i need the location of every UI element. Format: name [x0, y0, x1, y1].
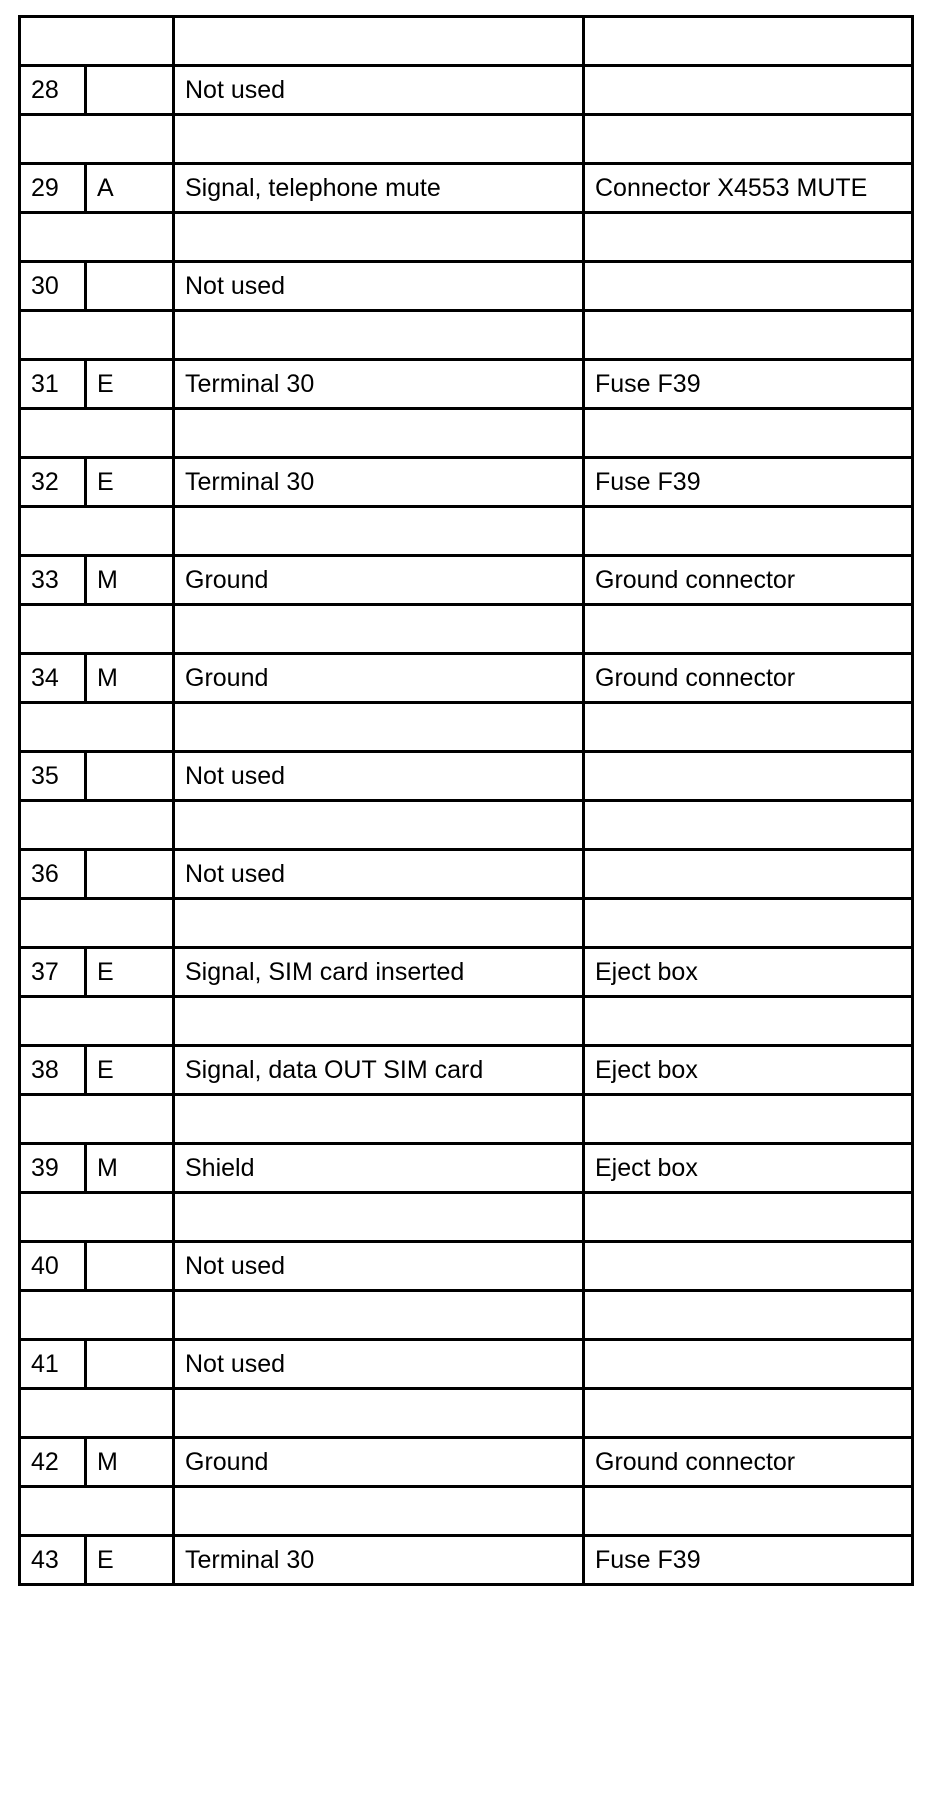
- description-cell: Terminal 30: [174, 360, 584, 409]
- table-row: [20, 850, 913, 899]
- pin-cell: 34: [20, 654, 86, 703]
- spacer-row: [20, 213, 913, 262]
- connection-cell: Fuse F39: [584, 360, 913, 409]
- table-row: [20, 360, 913, 409]
- pin-assignment-table: [18, 15, 914, 1586]
- table-row: [20, 1438, 913, 1487]
- spacer-cell: [584, 1389, 913, 1438]
- pin-cell: 31: [20, 360, 86, 409]
- type-cell: E: [86, 1046, 174, 1095]
- pin-cell: 37: [20, 948, 86, 997]
- connection-cell: [584, 1242, 913, 1291]
- pin-cell: 35: [20, 752, 86, 801]
- connection-cell: [584, 66, 913, 115]
- spacer-cell: [584, 115, 913, 164]
- type-cell: [86, 66, 174, 115]
- connection-cell: Eject box: [584, 1144, 913, 1193]
- spacer-row: [20, 311, 913, 360]
- spacer-cell: [20, 605, 174, 654]
- spacer-row: [20, 605, 913, 654]
- pin-cell: 41: [20, 1340, 86, 1389]
- table-row: [20, 1340, 913, 1389]
- table-row: [20, 262, 913, 311]
- description-cell: Not used: [174, 1242, 584, 1291]
- description-cell: Ground: [174, 654, 584, 703]
- spacer-cell: [174, 213, 584, 262]
- spacer-cell: [584, 899, 913, 948]
- table-row: [20, 1536, 913, 1585]
- type-cell: [86, 1340, 174, 1389]
- spacer-cell: [174, 703, 584, 752]
- description-cell: Signal, data OUT SIM card: [174, 1046, 584, 1095]
- spacer-cell: [584, 1487, 913, 1536]
- spacer-cell: [584, 801, 913, 850]
- spacer-cell: [20, 17, 174, 66]
- pin-cell: 30: [20, 262, 86, 311]
- table-row: [20, 948, 913, 997]
- spacer-cell: [174, 1095, 584, 1144]
- type-cell: [86, 262, 174, 311]
- spacer-row: [20, 115, 913, 164]
- description-cell: Ground: [174, 556, 584, 605]
- description-cell: Not used: [174, 752, 584, 801]
- spacer-cell: [584, 1193, 913, 1242]
- spacer-cell: [584, 1291, 913, 1340]
- table-row: [20, 654, 913, 703]
- connection-cell: Fuse F39: [584, 458, 913, 507]
- table-row: [20, 1144, 913, 1193]
- description-cell: Signal, SIM card inserted: [174, 948, 584, 997]
- table-row: [20, 752, 913, 801]
- spacer-cell: [584, 507, 913, 556]
- spacer-cell: [174, 899, 584, 948]
- spacer-cell: [20, 1291, 174, 1340]
- connection-cell: [584, 1340, 913, 1389]
- table-row: [20, 66, 913, 115]
- description-cell: Not used: [174, 262, 584, 311]
- description-cell: Ground: [174, 1438, 584, 1487]
- spacer-cell: [174, 1389, 584, 1438]
- type-cell: A: [86, 164, 174, 213]
- spacer-row: [20, 17, 913, 66]
- type-cell: M: [86, 556, 174, 605]
- spacer-cell: [584, 605, 913, 654]
- connection-cell: Eject box: [584, 1046, 913, 1095]
- spacer-cell: [174, 801, 584, 850]
- spacer-cell: [20, 1389, 174, 1438]
- spacer-cell: [584, 997, 913, 1046]
- pin-cell: 36: [20, 850, 86, 899]
- pin-cell: 32: [20, 458, 86, 507]
- spacer-cell: [20, 311, 174, 360]
- table-row: [20, 1046, 913, 1095]
- type-cell: [86, 1242, 174, 1291]
- type-cell: M: [86, 654, 174, 703]
- description-cell: Signal, telephone mute: [174, 164, 584, 213]
- table-row: [20, 556, 913, 605]
- spacer-cell: [584, 311, 913, 360]
- spacer-row: [20, 409, 913, 458]
- description-cell: Shield: [174, 1144, 584, 1193]
- connection-cell: Ground connector: [584, 556, 913, 605]
- description-cell: Not used: [174, 1340, 584, 1389]
- connection-cell: [584, 850, 913, 899]
- spacer-cell: [174, 409, 584, 458]
- spacer-cell: [20, 1487, 174, 1536]
- connection-cell: Fuse F39: [584, 1536, 913, 1585]
- pin-cell: 28: [20, 66, 86, 115]
- table-row: [20, 164, 913, 213]
- spacer-cell: [20, 1193, 174, 1242]
- spacer-cell: [20, 507, 174, 556]
- spacer-cell: [174, 17, 584, 66]
- pin-cell: 39: [20, 1144, 86, 1193]
- spacer-row: [20, 997, 913, 1046]
- spacer-row: [20, 899, 913, 948]
- pin-table-body: [20, 17, 913, 1585]
- spacer-cell: [20, 899, 174, 948]
- pin-cell: 38: [20, 1046, 86, 1095]
- pin-cell: 33: [20, 556, 86, 605]
- spacer-row: [20, 1291, 913, 1340]
- description-cell: Terminal 30: [174, 1536, 584, 1585]
- type-cell: M: [86, 1144, 174, 1193]
- type-cell: E: [86, 458, 174, 507]
- pin-cell: 40: [20, 1242, 86, 1291]
- spacer-cell: [174, 1291, 584, 1340]
- table-row: [20, 458, 913, 507]
- pin-cell: 43: [20, 1536, 86, 1585]
- spacer-cell: [584, 409, 913, 458]
- spacer-cell: [584, 213, 913, 262]
- description-cell: Terminal 30: [174, 458, 584, 507]
- connection-cell: Connector X4553 MUTE: [584, 164, 913, 213]
- spacer-cell: [584, 17, 913, 66]
- connection-cell: [584, 752, 913, 801]
- spacer-cell: [20, 801, 174, 850]
- type-cell: [86, 752, 174, 801]
- spacer-row: [20, 1389, 913, 1438]
- spacer-row: [20, 507, 913, 556]
- description-cell: Not used: [174, 850, 584, 899]
- type-cell: [86, 850, 174, 899]
- description-cell: Not used: [174, 66, 584, 115]
- spacer-row: [20, 801, 913, 850]
- type-cell: E: [86, 1536, 174, 1585]
- spacer-row: [20, 1095, 913, 1144]
- spacer-cell: [20, 997, 174, 1046]
- spacer-cell: [20, 703, 174, 752]
- spacer-cell: [584, 1095, 913, 1144]
- spacer-cell: [174, 115, 584, 164]
- connection-cell: Ground connector: [584, 654, 913, 703]
- spacer-row: [20, 703, 913, 752]
- spacer-cell: [174, 997, 584, 1046]
- spacer-row: [20, 1193, 913, 1242]
- connection-cell: [584, 262, 913, 311]
- type-cell: E: [86, 360, 174, 409]
- type-cell: M: [86, 1438, 174, 1487]
- table-row: [20, 1242, 913, 1291]
- spacer-cell: [20, 1095, 174, 1144]
- connection-cell: Eject box: [584, 948, 913, 997]
- connection-cell: Ground connector: [584, 1438, 913, 1487]
- spacer-cell: [174, 311, 584, 360]
- spacer-cell: [584, 703, 913, 752]
- spacer-cell: [174, 605, 584, 654]
- type-cell: E: [86, 948, 174, 997]
- spacer-cell: [20, 115, 174, 164]
- spacer-cell: [174, 1193, 584, 1242]
- spacer-cell: [20, 409, 174, 458]
- spacer-cell: [174, 1487, 584, 1536]
- pin-cell: 29: [20, 164, 86, 213]
- spacer-cell: [174, 507, 584, 556]
- spacer-cell: [20, 213, 174, 262]
- pin-cell: 42: [20, 1438, 86, 1487]
- spacer-row: [20, 1487, 913, 1536]
